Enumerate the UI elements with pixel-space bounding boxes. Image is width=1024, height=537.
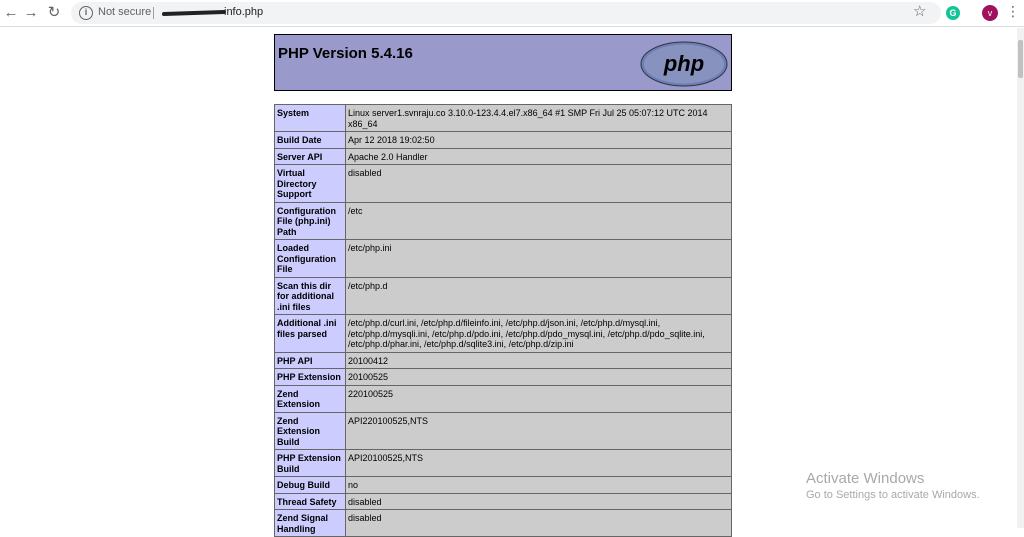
table-row — [275, 477, 732, 494]
row-value: /etc/php.d/curl.ini, /etc/php.d/fileinfo.ini, /etc/php.d/json.ini, /etc/php.d/mysql.ini, /etc/php.d/mysqli.ini, /etc/php.d/pdo.ini, /etc/php.d/pdo_mysql.ini, /etc/php.d/pdo_sqlite.ini, /etc/php.d/phar.ini, /etc/php.d/sqlite3.ini, /etc/php.d/zip.ini — [346, 315, 732, 353]
table-row — [275, 165, 732, 203]
php-version-title: PHP Version 5.4.16 — [278, 45, 413, 62]
row-key: PHP API — [275, 352, 346, 369]
row-key: Additional .ini files parsed — [275, 315, 346, 353]
grammarly-extension-icon[interactable]: G — [946, 6, 960, 20]
redacted-host — [162, 10, 226, 16]
row-value: 220100525 — [346, 385, 732, 412]
table-row — [275, 240, 732, 278]
reload-icon[interactable]: ↻ — [47, 4, 61, 21]
address-separator — [153, 7, 154, 19]
activate-windows-title: Activate Windows — [806, 470, 925, 487]
bookmark-star-icon[interactable]: ☆ — [913, 3, 927, 20]
table-row — [275, 385, 732, 412]
table-row — [275, 352, 732, 369]
table-row — [275, 277, 732, 315]
forward-arrow-icon[interactable]: → — [23, 4, 39, 21]
table-row — [275, 369, 732, 386]
row-value: API20100525,NTS — [346, 450, 732, 477]
table-row — [275, 148, 732, 165]
info-icon[interactable]: i — [79, 6, 93, 20]
profile-avatar[interactable]: v — [982, 5, 998, 21]
row-key: Debug Build — [275, 477, 346, 494]
table-row — [275, 132, 732, 149]
menu-dots-icon[interactable]: ⋮ — [1006, 3, 1020, 19]
row-value: disabled — [346, 510, 732, 537]
row-key: Loaded Configuration File — [275, 240, 346, 278]
row-value: Linux server1.svnraju.co 3.10.0-123.4.4.el7.x86_64 #1 SMP Fri Jul 25 05:07:12 UTC 2014 x86_64 — [346, 105, 732, 132]
row-value: 20100412 — [346, 352, 732, 369]
table-row — [275, 105, 732, 132]
scrollbar-thumb[interactable] — [1018, 40, 1023, 78]
row-key: Thread Safety — [275, 493, 346, 510]
row-key: Virtual Directory Support — [275, 165, 346, 203]
row-value: Apache 2.0 Handler — [346, 148, 732, 165]
back-arrow-icon[interactable]: ← — [3, 4, 19, 21]
activate-windows-subtitle: Go to Settings to activate Windows. — [806, 489, 980, 501]
row-value: /etc — [346, 202, 732, 240]
row-key: Zend Extension — [275, 385, 346, 412]
php-logo-text: php — [663, 51, 705, 76]
row-value: disabled — [346, 493, 732, 510]
row-key: Server API — [275, 148, 346, 165]
table-row — [275, 510, 732, 537]
row-key: Zend Signal Handling — [275, 510, 346, 537]
row-key: Scan this dir for additional .ini files — [275, 277, 346, 315]
row-key: Build Date — [275, 132, 346, 149]
php-logo — [640, 41, 728, 87]
row-key: System — [275, 105, 346, 132]
php-info-table — [274, 104, 732, 537]
vertical-scrollbar[interactable] — [1017, 28, 1024, 528]
row-value: Apr 12 2018 19:02:50 — [346, 132, 732, 149]
row-value: 20100525 — [346, 369, 732, 386]
row-value: no — [346, 477, 732, 494]
browser-toolbar — [0, 0, 1024, 27]
address-bar[interactable] — [71, 2, 941, 24]
row-value: API220100525,NTS — [346, 412, 732, 450]
row-key: PHP Extension — [275, 369, 346, 386]
row-key: PHP Extension Build — [275, 450, 346, 477]
row-key: Zend Extension Build — [275, 412, 346, 450]
row-key: Configuration File (php.ini) Path — [275, 202, 346, 240]
url-text: info.php — [224, 6, 264, 18]
table-row — [275, 315, 732, 353]
table-row — [275, 450, 732, 477]
row-value: /etc/php.d — [346, 277, 732, 315]
table-row — [275, 493, 732, 510]
row-value: /etc/php.ini — [346, 240, 732, 278]
security-label: Not secure — [98, 6, 152, 18]
table-row — [275, 412, 732, 450]
php-version-header — [274, 34, 732, 91]
table-row — [275, 202, 732, 240]
row-value: disabled — [346, 165, 732, 203]
